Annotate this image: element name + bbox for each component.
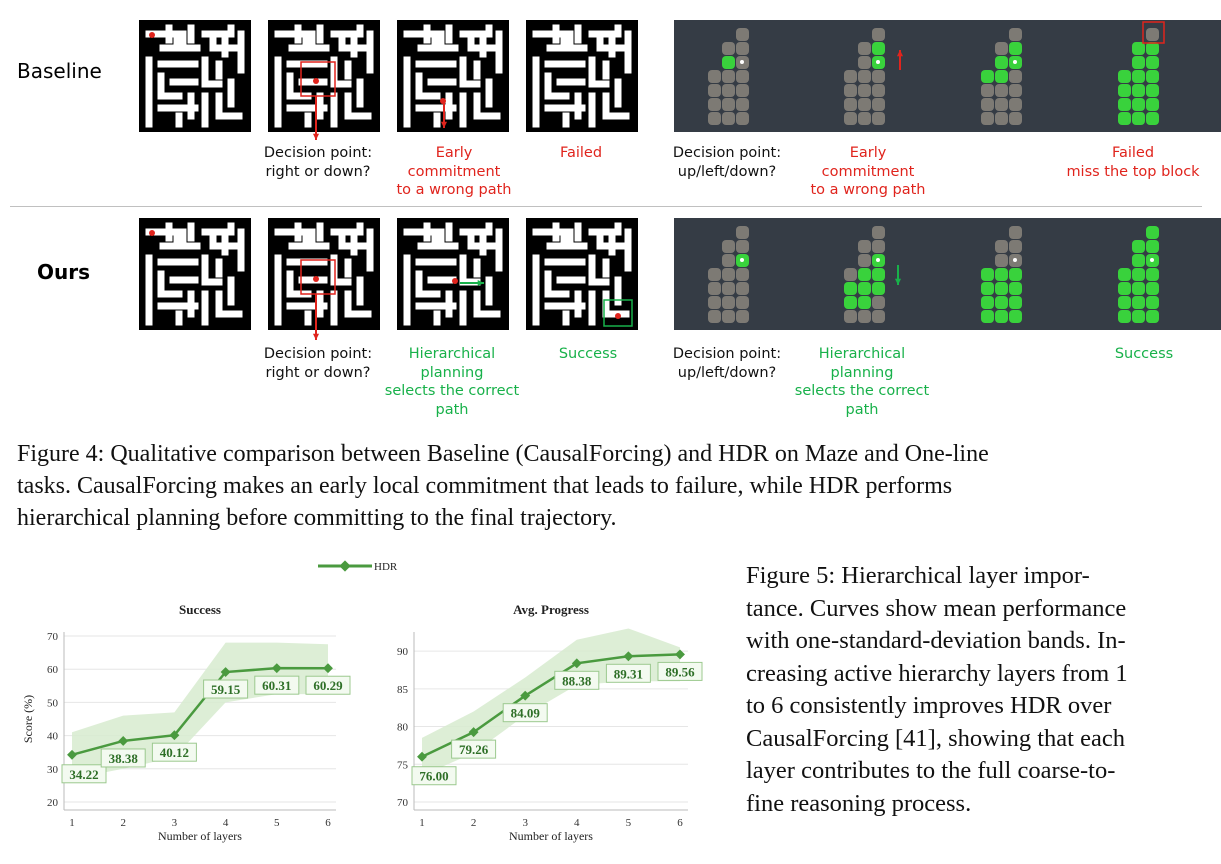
block-cell — [1146, 282, 1159, 295]
block-cell — [844, 84, 857, 97]
block-cell — [858, 98, 871, 111]
block-cell — [708, 268, 721, 281]
block-cell — [722, 98, 735, 111]
figure-4-caption — [17, 438, 989, 534]
block-cell — [872, 70, 885, 83]
block-cell — [722, 42, 735, 55]
maze-panel-baseline-2 — [268, 20, 380, 132]
block-cell — [1009, 42, 1022, 55]
maze-panel-baseline-4 — [526, 20, 638, 132]
block-cell — [981, 70, 994, 83]
block-panel-baseline-1 — [674, 20, 812, 132]
y-tick-label: 90 — [397, 646, 408, 659]
block-cell — [872, 240, 885, 253]
block-cell — [708, 310, 721, 323]
block-cell — [858, 56, 871, 69]
block-cell — [1132, 112, 1145, 125]
block-cell — [844, 296, 857, 309]
x-tick-label: 1 — [69, 817, 75, 829]
block-cell — [844, 268, 857, 281]
figure-5-caption-line: tance. Curves show mean performance — [746, 594, 1127, 622]
block-cell — [872, 42, 885, 55]
block-cell — [858, 268, 871, 281]
legend-label: HDR — [374, 561, 398, 573]
block-cell — [858, 310, 871, 323]
block-panel-baseline-3 — [947, 20, 1085, 132]
y-tick-label: 85 — [397, 683, 408, 696]
x-axis-label: Number of layers — [509, 829, 593, 843]
maze-drawing — [139, 218, 251, 330]
block-cell — [722, 254, 735, 267]
block-cell — [981, 296, 994, 309]
block-cell — [1009, 226, 1022, 239]
data-label: 59.15 — [210, 682, 241, 698]
block-cell — [995, 254, 1008, 267]
figure-4-caption-line: hierarchical planning before committing to the final trajectory. — [17, 505, 617, 531]
block-cell — [995, 112, 1008, 125]
y-tick-label: 80 — [397, 721, 408, 734]
block-cell — [1132, 84, 1145, 97]
block-cell — [722, 282, 735, 295]
block-cell — [858, 84, 871, 97]
agent-dot — [313, 276, 319, 282]
maze-drawing — [139, 20, 251, 132]
maze-panel-baseline-3 — [397, 20, 509, 132]
block-cell — [995, 240, 1008, 253]
y-tick-label: 20 — [47, 797, 58, 809]
y-tick-label: 60 — [47, 664, 58, 677]
block-cell — [995, 268, 1008, 281]
block-cell — [1118, 296, 1131, 309]
maze-panel-baseline-1 — [139, 20, 251, 132]
block-drawing — [947, 20, 1085, 132]
block-cell — [858, 240, 871, 253]
block-cell — [722, 70, 735, 83]
x-tick-label: 6 — [677, 817, 683, 829]
block-drawing — [810, 218, 948, 330]
x-tick-label: 4 — [574, 817, 580, 829]
block-cell — [1132, 98, 1145, 111]
figure-5-caption-line: layer contributes to the full coarse-to- — [746, 757, 1116, 784]
maze-panel-ours-4 — [526, 218, 638, 330]
block-cell — [844, 98, 857, 111]
block-cell — [1146, 296, 1159, 309]
block-cell — [1146, 226, 1159, 239]
block-cell — [872, 296, 885, 309]
block-cell — [995, 84, 1008, 97]
agent-dot — [452, 278, 458, 284]
x-tick-label: 5 — [625, 817, 632, 829]
block-cell — [981, 84, 994, 97]
block-cell — [872, 226, 885, 239]
arrow-head — [313, 134, 319, 140]
block-panel-ours-3 — [947, 218, 1085, 330]
block-cell — [872, 112, 885, 125]
block-cell — [1009, 310, 1022, 323]
block-cell — [722, 296, 735, 309]
block-cell — [1132, 282, 1145, 295]
maze-panel-ours-3 — [397, 218, 509, 330]
block-cell — [1146, 310, 1159, 323]
block-drawing — [1084, 20, 1221, 132]
block-cell — [872, 84, 885, 97]
block-cell — [1132, 254, 1145, 267]
block-cell — [995, 296, 1008, 309]
y-tick-label: 70 — [47, 631, 58, 643]
block-panel-ours-1 — [674, 218, 812, 330]
x-tick-label: 4 — [222, 817, 229, 829]
block-cell — [736, 240, 749, 253]
block-cell — [981, 112, 994, 125]
block-cell — [858, 296, 871, 309]
maze-drawing — [526, 20, 638, 132]
block-cell — [872, 268, 885, 281]
data-label: 40.12 — [159, 745, 190, 761]
block-cell — [1146, 112, 1159, 125]
block-cell — [1009, 112, 1022, 125]
block-cell — [995, 70, 1008, 83]
block-cell — [1118, 310, 1131, 323]
caption-baseline-block-4: Failed miss the top block — [1066, 145, 1200, 180]
data-label: 84.09 — [510, 705, 540, 721]
caption-ours-block-2: Hierarchical planning selects the correct path — [794, 346, 930, 418]
block-cell — [736, 282, 749, 295]
figure-5-caption-line: creasing active hierarchy layers from 1 — [746, 659, 1128, 687]
caption-ours-maze-3: Hierarchical planning selects the correct path — [384, 346, 520, 418]
maze-panel-ours-2 — [268, 218, 380, 330]
block-cell — [1009, 268, 1022, 281]
figure-5-caption-line: to 6 consistently improves HDR over — [746, 692, 1112, 719]
block-cell — [981, 268, 994, 281]
block-cell — [1009, 98, 1022, 111]
block-cell — [858, 70, 871, 83]
data-label: 79.26 — [458, 742, 489, 758]
figure-5-caption-line: with one-standard-deviation bands. In- — [746, 627, 1126, 654]
figure-4-caption-line: tasks. CausalForcing makes an early local commitment that leads to failure, while HDR performs — [17, 473, 953, 499]
block-cell — [1118, 84, 1131, 97]
chart-title: Success — [179, 602, 221, 617]
row-label-ours: Ours — [37, 260, 91, 284]
block-cell — [736, 112, 749, 125]
data-label: 89.56 — [665, 664, 695, 680]
block-cell — [981, 98, 994, 111]
block-cell — [1146, 240, 1159, 253]
block-cell — [1009, 240, 1022, 253]
block-cell — [1146, 268, 1159, 281]
block-cell — [736, 310, 749, 323]
block-cell — [1132, 56, 1145, 69]
row-divider — [10, 206, 1202, 207]
block-cell — [708, 112, 721, 125]
cursor-dot — [876, 258, 880, 262]
block-cell — [872, 28, 885, 41]
y-tick-label: 30 — [47, 763, 58, 776]
block-cell — [1146, 70, 1159, 83]
cursor-dot — [740, 60, 744, 64]
block-cell — [858, 112, 871, 125]
caption-baseline-block-2: Early commitment to a wrong path — [810, 145, 926, 198]
block-cell — [844, 282, 857, 295]
cursor-dot — [740, 258, 744, 262]
block-cell — [722, 112, 735, 125]
block-cell — [722, 310, 735, 323]
caption-ours-block-1: Decision point: up/left/down? — [672, 346, 782, 381]
block-cell — [708, 70, 721, 83]
agent-dot — [149, 230, 155, 236]
block-drawing — [674, 218, 812, 330]
block-cell — [995, 98, 1008, 111]
block-cell — [1146, 56, 1159, 69]
block-cell — [1118, 70, 1131, 83]
y-tick-label: 75 — [397, 759, 408, 772]
block-cell — [981, 310, 994, 323]
data-label: 34.22 — [69, 766, 99, 782]
maze-drawing — [268, 20, 380, 132]
block-cell — [1146, 28, 1159, 41]
block-cell — [981, 282, 994, 295]
cursor-dot — [1013, 258, 1017, 262]
y-tick-label: 50 — [47, 697, 58, 710]
x-tick-label: 6 — [325, 817, 331, 829]
block-cell — [736, 28, 749, 41]
cursor-dot — [1013, 60, 1017, 64]
block-cell — [722, 56, 735, 69]
maze-drawing — [268, 218, 380, 330]
row-label-baseline: Baseline — [17, 59, 102, 83]
data-label: 38.38 — [108, 750, 138, 766]
y-tick-label: 40 — [47, 730, 58, 743]
block-cell — [1009, 28, 1022, 41]
block-cell — [872, 98, 885, 111]
maze-drawing — [397, 20, 509, 132]
y-axis-label: Score (%) — [21, 694, 35, 744]
data-label: 60.31 — [262, 678, 292, 694]
figure-4-caption-line: Figure 4: Qualitative comparison between Baseline (CausalForcing) and HDR on Maze and One-line — [17, 441, 989, 467]
figure-5-caption-line: CausalForcing [41], showing that each — [746, 724, 1125, 752]
x-tick-label: 5 — [274, 817, 280, 829]
x-axis-label: Number of layers — [158, 829, 242, 843]
block-cell — [722, 84, 735, 97]
caption-baseline-maze-4: Failed — [559, 145, 603, 161]
cursor-dot — [1150, 258, 1154, 262]
avg-progress-chart — [370, 592, 710, 847]
block-panel-baseline-2 — [810, 20, 948, 132]
block-cell — [995, 310, 1008, 323]
block-cell — [708, 98, 721, 111]
block-cell — [872, 282, 885, 295]
block-cell — [708, 282, 721, 295]
figure-5-caption — [746, 560, 1198, 820]
block-cell — [736, 226, 749, 239]
data-label: 89.31 — [613, 666, 644, 682]
block-cell — [995, 282, 1008, 295]
agent-dot — [313, 78, 319, 84]
block-cell — [844, 310, 857, 323]
block-cell — [736, 70, 749, 83]
caption-baseline-block-1: Decision point: up/left/down? — [672, 145, 782, 180]
block-cell — [1146, 98, 1159, 111]
y-tick-label: 70 — [397, 797, 408, 809]
block-panel-ours-2 — [810, 218, 948, 330]
block-cell — [708, 84, 721, 97]
agent-dot — [615, 313, 621, 319]
cursor-dot — [876, 60, 880, 64]
x-tick-label: 3 — [171, 817, 178, 829]
block-cell — [722, 240, 735, 253]
block-drawing — [1084, 218, 1221, 330]
caption-ours-block-4: Success — [1114, 346, 1174, 362]
arrow-head — [313, 334, 319, 340]
agent-dot — [440, 98, 446, 104]
block-cell — [872, 310, 885, 323]
block-drawing — [810, 20, 948, 132]
success-chart — [10, 592, 360, 847]
block-cell — [844, 70, 857, 83]
block-cell — [1146, 42, 1159, 55]
caption-ours-maze-4: Success — [558, 346, 618, 362]
block-cell — [995, 42, 1008, 55]
caption-baseline-maze-3: Early commitment to a wrong path — [396, 145, 512, 198]
maze-drawing — [526, 218, 638, 330]
block-drawing — [674, 20, 812, 132]
block-cell — [1132, 240, 1145, 253]
block-cell — [722, 268, 735, 281]
block-panel-baseline-4 — [1084, 20, 1221, 132]
data-label: 88.38 — [562, 673, 592, 689]
block-cell — [1009, 282, 1022, 295]
maze-panel-ours-1 — [139, 218, 251, 330]
block-cell — [858, 42, 871, 55]
caption-baseline-maze-2: Decision point: right or down? — [263, 145, 373, 180]
figure-5-caption-line: fine reasoning process. — [746, 789, 972, 817]
block-cell — [1118, 282, 1131, 295]
block-cell — [858, 282, 871, 295]
x-tick-label: 1 — [419, 817, 425, 829]
block-cell — [1132, 296, 1145, 309]
block-cell — [736, 98, 749, 111]
block-cell — [1009, 70, 1022, 83]
block-cell — [736, 296, 749, 309]
block-cell — [1132, 70, 1145, 83]
data-label: 60.29 — [313, 678, 343, 694]
block-cell — [1132, 310, 1145, 323]
agent-dot — [149, 32, 155, 38]
x-tick-label: 3 — [522, 817, 528, 829]
x-tick-label: 2 — [120, 817, 126, 829]
block-cell — [1146, 84, 1159, 97]
block-cell — [1118, 112, 1131, 125]
maze-drawing — [397, 218, 509, 330]
block-cell — [708, 296, 721, 309]
block-cell — [1118, 98, 1131, 111]
caption-ours-maze-2: Decision point: right or down? — [263, 346, 373, 381]
block-cell — [844, 112, 857, 125]
figure-5-caption-line: Figure 5: Hierarchical layer impor- — [746, 562, 1090, 589]
block-cell — [1132, 268, 1145, 281]
block-cell — [1009, 84, 1022, 97]
chart-legend — [318, 558, 408, 574]
block-cell — [995, 56, 1008, 69]
x-tick-label: 2 — [470, 817, 477, 829]
block-cell — [1009, 296, 1022, 309]
block-cell — [736, 42, 749, 55]
data-label: 76.00 — [419, 768, 449, 784]
block-cell — [736, 84, 749, 97]
block-drawing — [947, 218, 1085, 330]
block-cell — [1132, 42, 1145, 55]
block-cell — [1118, 268, 1131, 281]
block-cell — [858, 254, 871, 267]
block-cell — [736, 268, 749, 281]
block-panel-ours-4 — [1084, 218, 1221, 330]
chart-title: Avg. Progress — [513, 602, 589, 617]
